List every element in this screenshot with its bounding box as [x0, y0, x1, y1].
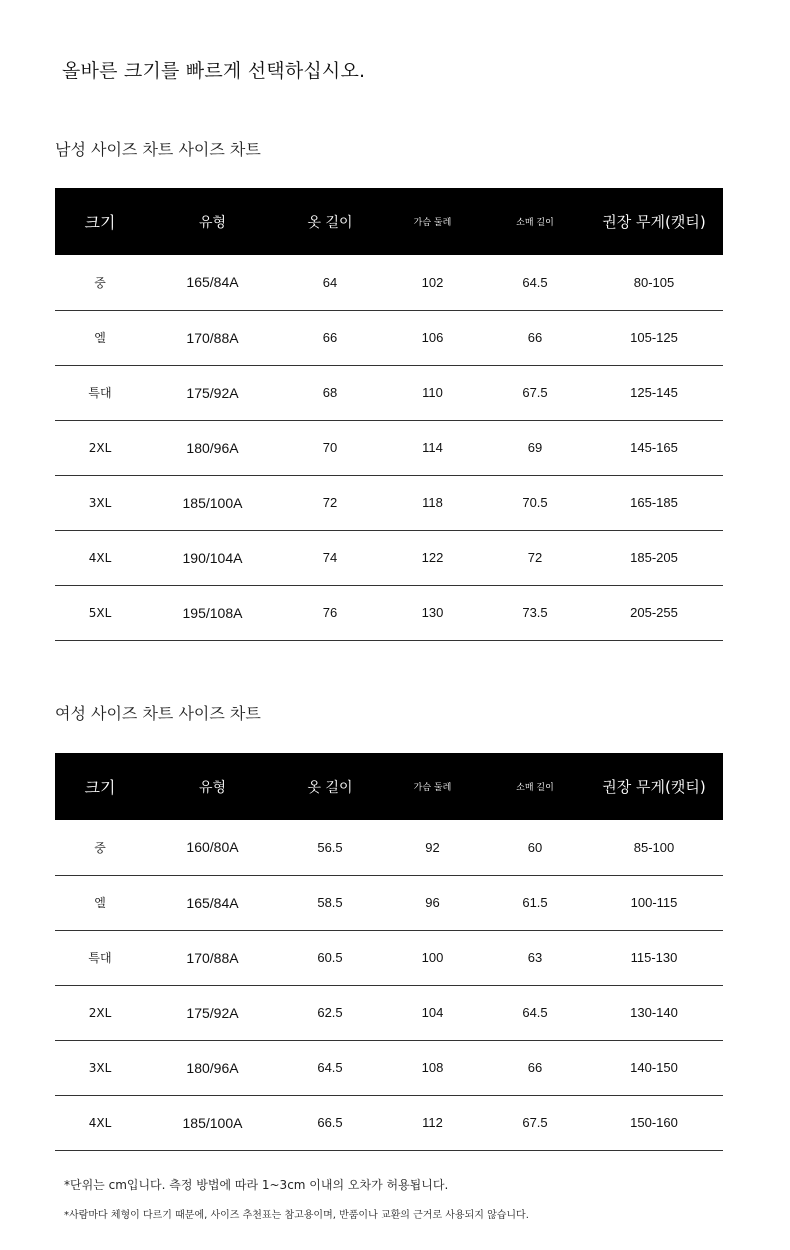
table-row: [55, 930, 723, 985]
header-chest: 가슴 둘레: [413, 783, 452, 793]
cell-size: 중: [55, 255, 145, 310]
cell-weight: 115-130: [585, 930, 723, 985]
cell-chest: 106: [380, 310, 485, 365]
cell-sleeve: 60: [485, 820, 585, 875]
table-row: [55, 365, 723, 420]
cell-type: 175/92A: [145, 365, 280, 420]
cell-sleeve: 70.5: [485, 475, 585, 530]
cell-length: 62.5: [280, 985, 380, 1040]
cell-sleeve: 61.5: [485, 875, 585, 930]
cell-type: 165/84A: [145, 875, 280, 930]
cell-type: 170/88A: [145, 930, 280, 985]
cell-sleeve: 73.5: [485, 585, 585, 640]
cell-weight: 185-205: [585, 530, 723, 585]
table-row: [55, 1095, 723, 1150]
cell-chest: 104: [380, 985, 485, 1040]
cell-size: 엘: [55, 310, 145, 365]
cell-weight: 140-150: [585, 1040, 723, 1095]
men-size-table: [55, 188, 723, 641]
cell-length: 60.5: [280, 930, 380, 985]
table-row: [55, 310, 723, 365]
cell-size: 4XL: [55, 1095, 145, 1150]
cell-type: 180/96A: [145, 420, 280, 475]
cell-length: 66.5: [280, 1095, 380, 1150]
cell-weight: 100-115: [585, 875, 723, 930]
cell-weight: 85-100: [585, 820, 723, 875]
table-row: [55, 530, 723, 585]
table-row: [55, 985, 723, 1040]
cell-sleeve: 64.5: [485, 255, 585, 310]
cell-chest: 112: [380, 1095, 485, 1150]
cell-sleeve: 72: [485, 530, 585, 585]
cell-length: 76: [280, 585, 380, 640]
men-chart-title: 남성 사이즈 차트 사이즈 차트: [55, 140, 261, 159]
header-size: 크기: [84, 778, 116, 797]
cell-size: 3XL: [55, 475, 145, 530]
cell-type: 195/108A: [145, 585, 280, 640]
cell-type: 190/104A: [145, 530, 280, 585]
cell-chest: 122: [380, 530, 485, 585]
header-size: 크기: [84, 213, 116, 232]
cell-weight: 205-255: [585, 585, 723, 640]
table-row: [55, 875, 723, 930]
cell-length: 74: [280, 530, 380, 585]
cell-size: 중: [55, 820, 145, 875]
disclaimer-note: *사람마다 체형이 다르기 때문에, 사이즈 추천표는 참고용이며, 반품이나 교환의 근거로 사용되지 않습니다.: [64, 1210, 529, 1221]
cell-weight: 150-160: [585, 1095, 723, 1150]
cell-length: 56.5: [280, 820, 380, 875]
cell-chest: 130: [380, 585, 485, 640]
cell-weight: 80-105: [585, 255, 723, 310]
cell-chest: 114: [380, 420, 485, 475]
cell-sleeve: 67.5: [485, 1095, 585, 1150]
cell-length: 58.5: [280, 875, 380, 930]
cell-sleeve: 63: [485, 930, 585, 985]
cell-sleeve: 64.5: [485, 985, 585, 1040]
cell-length: 68: [280, 365, 380, 420]
header-chest: 가슴 둘레: [413, 218, 452, 228]
cell-weight: 145-165: [585, 420, 723, 475]
table-row: [55, 475, 723, 530]
cell-size: 특대: [55, 365, 145, 420]
cell-weight: 125-145: [585, 365, 723, 420]
cell-type: 160/80A: [145, 820, 280, 875]
table-row: [55, 255, 723, 310]
header-length: 옷 길이: [307, 779, 353, 796]
cell-sleeve: 69: [485, 420, 585, 475]
header-sleeve: 소매 길이: [516, 218, 554, 228]
table-row: [55, 820, 723, 875]
women-header-row: [55, 753, 723, 820]
cell-type: 165/84A: [145, 255, 280, 310]
cell-chest: 108: [380, 1040, 485, 1095]
cell-chest: 102: [380, 255, 485, 310]
table-row: [55, 585, 723, 640]
cell-length: 66: [280, 310, 380, 365]
cell-length: 72: [280, 475, 380, 530]
cell-size: 엘: [55, 875, 145, 930]
cell-type: 185/100A: [145, 1095, 280, 1150]
women-chart-title: 여성 사이즈 차트 사이즈 차트: [55, 704, 261, 723]
cell-type: 180/96A: [145, 1040, 280, 1095]
cell-size: 3XL: [55, 1040, 145, 1095]
cell-weight: 130-140: [585, 985, 723, 1040]
header-type: 유형: [198, 214, 227, 231]
cell-size: 2XL: [55, 420, 145, 475]
header-weight: 권장 무게(캣티): [602, 213, 706, 231]
cell-chest: 118: [380, 475, 485, 530]
header-length: 옷 길이: [307, 214, 353, 231]
page-headline: 올바른 크기를 빠르게 선택하십시오.: [62, 60, 366, 82]
men-header-row: [55, 188, 723, 255]
cell-size: 4XL: [55, 530, 145, 585]
women-size-table: [55, 753, 723, 1151]
cell-chest: 100: [380, 930, 485, 985]
unit-note: *단위는 cm입니다. 측정 방법에 따라 1~3cm 이내의 오차가 허용됩니다.: [64, 1178, 449, 1192]
cell-weight: 165-185: [585, 475, 723, 530]
table-row: [55, 420, 723, 475]
cell-sleeve: 67.5: [485, 365, 585, 420]
cell-sleeve: 66: [485, 310, 585, 365]
cell-chest: 110: [380, 365, 485, 420]
cell-size: 2XL: [55, 985, 145, 1040]
cell-size: 5XL: [55, 585, 145, 640]
cell-size: 특대: [55, 930, 145, 985]
header-sleeve: 소매 길이: [516, 783, 554, 793]
cell-type: 185/100A: [145, 475, 280, 530]
cell-length: 64: [280, 255, 380, 310]
header-type: 유형: [198, 779, 227, 796]
cell-chest: 92: [380, 820, 485, 875]
cell-sleeve: 66: [485, 1040, 585, 1095]
cell-weight: 105-125: [585, 310, 723, 365]
header-weight: 권장 무게(캣티): [602, 778, 706, 796]
cell-chest: 96: [380, 875, 485, 930]
table-row: [55, 1040, 723, 1095]
cell-length: 64.5: [280, 1040, 380, 1095]
cell-length: 70: [280, 420, 380, 475]
cell-type: 170/88A: [145, 310, 280, 365]
cell-type: 175/92A: [145, 985, 280, 1040]
